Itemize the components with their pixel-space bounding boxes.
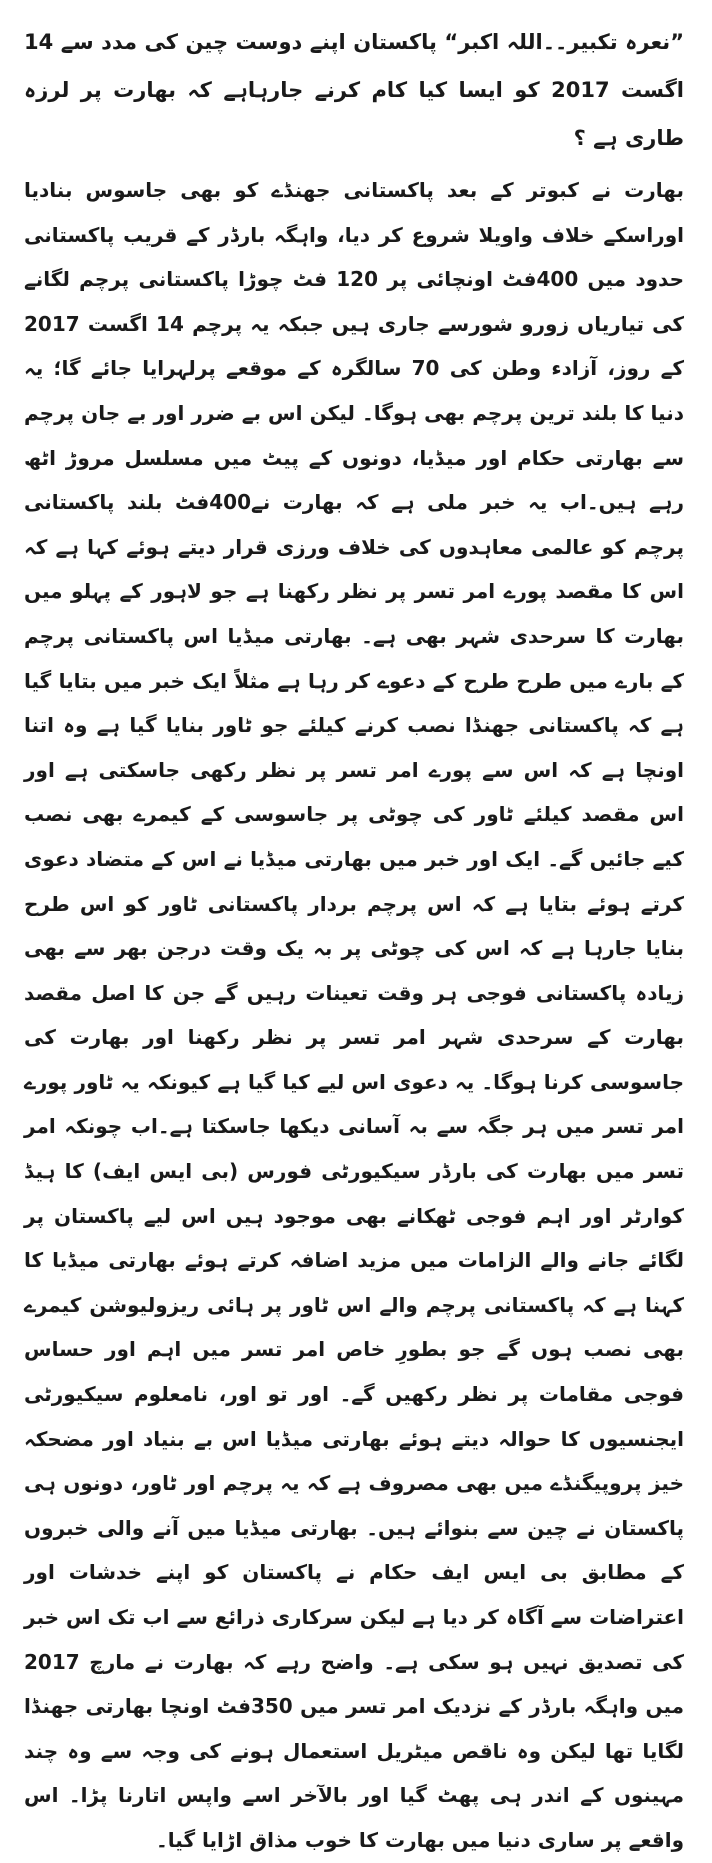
article-body: بھارت نے کبوتر کے بعد پاکستانی جھنڈے کو بھی جاسوس بنادیا اوراسکے خلاف واویلا شروع کر دیا، واہگہ بارڈر کے قریب پاکستانی حدود میں 400فٹ اونچائی پر 120 فٹ چوڑا پاکستانی پرچم لگانے کی تیاریاں زورو شورسے جاری ہیں جبکہ یہ پرچم 14 اگست 2017 کے روز، آزادء وطن کی 70 سالگرہ کے موقعے پرلہرایا جائے گا؛ یہ دنیا کا بلند ترین پرچم بھی ہوگا۔ لیکن اس بے ضرر اور بے جان پرچم سے بھارتی حکام اور میڈیا، دونوں کے پیٹ میں مسلسل مروڑ اٹھ رہے ہیں۔اب یہ خبر ملی ہے کہ بھارت نے400فٹ بلند پاکستانی پرچم کو عالمی معاہدوں کی خلاف ورزی قرار دیتے ہوئے کہا ہے کہ اس کا مقصد پورے امر تسر پر نظر رکھنا ہے جو لاہور کے پہلو میں بھارت کا سرحدی شہر بھی ہے۔ بھارتی میڈیا اس پاکستانی پرچم کے بارے میں طرح طرح کے دعوے کر رہا ہے مثلاً ایک خبر میں بتایا گیا ہے کہ پاکستانی جھنڈا نصب کرنے کیلئے جو ٹاور بنایا گیا ہے وہ اتنا اونچا ہے کہ اس سے پورے امر تسر پر نظر رکھی جاسکتی ہے اور اس مقصد کیلئے ٹاور کی چوٹی پر جاسوسی کے کیمرے بھی نصب کیے جائیں گے۔ ایک اور خبر میں بھارتی میڈیا نے اس کے متضاد دعوی کرتے ہوئے بتایا ہے کہ اس پرچم بردار پاکستانی ٹاور کو اس طرح بنایا جارہا ہے کہ اس کی چوٹی پر بہ یک وقت درجن بھر سے بھی زیادہ پاکستانی فوجی ہر وقت تعینات رہیں گے جن کا اصل مقصد بھارت کے سرحدی شہر امر تسر پر نظر رکھنا اور بھارت کی جاسوسی کرنا ہوگا۔ یہ دعوی اس لیے کیا گیا ہے کیونکہ یہ ٹاور پورے امر تسر میں ہر جگہ سے بہ آسانی دیکھا جاسکتا ہے۔اب چونکہ امر تسر میں بھارت کی بارڈر سیکیورٹی فورس (بی ایس ایف) کا ہیڈ کوارٹر اور اہم فوجی ٹھکانے بھی موجود ہیں اس لیے پاکستان پر لگائے جانے والے الزامات میں مزید اضافہ کرتے ہوئے بھارتی میڈیا کا کہنا ہے کہ پاکستانی پرچم والے اس ٹاور پر ہائی ریزولیوشن کیمرے بھی نصب ہوں گے جو بطورِ خاص امر تسر میں اہم اور حساس فوجی مقامات پر نظر رکھیں گے۔ اور تو اور، نامعلوم سیکیورٹی ایجنسیوں کا حوالہ دیتے ہوئے بھارتی میڈیا اس بے بنیاد اور مضحکہ خیز پروپیگنڈے میں بھی مصروف ہے کہ یہ پرچم اور ٹاور، دونوں ہی پاکستان نے چین سے بنوائے ہیں۔ بھارتی میڈیا میں آنے والی خبروں کے مطابق بی ایس ایف حکام نے پاکستان کو اپنے خدشات اور اعتراضات سے آگاہ کر دیا ہے لیکن سرکاری ذرائع سے اب تک اس خبر کی تصدیق نہیں ہو سکی ہے۔ واضح رہے کہ بھارت نے مارچ 2017 میں واہگہ بارڈر کے نزدیک امر تسر میں 350فٹ اونچا بھارتی جھنڈا لگایا تھا لیکن وہ ناقص میٹریل استعمال ہونے کی وجہ سے وہ چند مہینوں کے اندر ہی پھٹ گیا اور بالآخر اسے واپس اتارنا پڑا۔ اس واقعے پر ساری دنیا میں بھارت کا خوب مذاق اڑایا گیا۔	[24, 178, 685, 1852]
article-headline: ”نعرہ تکبیر۔۔اللہ اکبر“ پاکستان اپنے دوست چین کی مدد سے 14 اگست 2017 کو ایسا کیا کام کرنے جارہاہے کہ بھارت پر لرزہ طاری ہے ؟	[24, 30, 684, 150]
